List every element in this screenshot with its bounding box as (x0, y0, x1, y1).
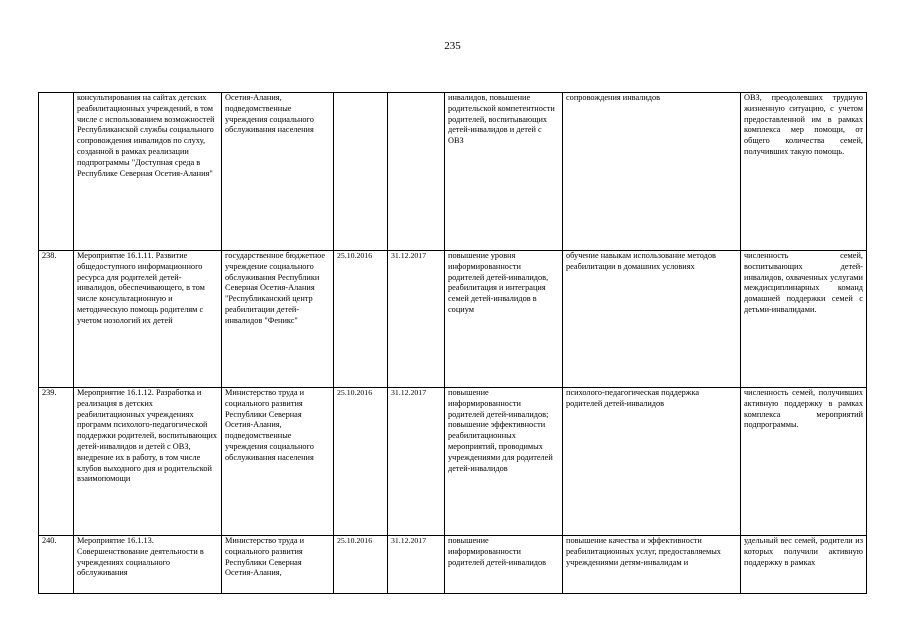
indicator: численность семей, воспитывающих детей-инвалидов, охваченных услугами междисциплинарных команд домашней поддержки семей с детьми-инвалидами. (741, 251, 867, 388)
expected-result: повышение информированности родителей детей-инвалидов; повышение эффективности реабилитационных мероприятий, проводимых учреждениями для родителей детей-инвалидов (445, 388, 563, 536)
executor: Министерство труда и социального развития Республики Северная Осетия-Алания, подведомственные учреждения социального обслуживания населения (222, 388, 334, 536)
expected-result: повышение информированности родителей детей-инвалидов (445, 536, 563, 594)
directions: психолого-педагогическая поддержка родителей детей-инвалидов (563, 388, 741, 536)
end-date: 31.12.2017 (388, 536, 445, 594)
executor: Министерство труда и социального развития Республики Северная Осетия-Алания, (222, 536, 334, 594)
table-row (39, 93, 867, 251)
end-date: 31.12.2017 (388, 388, 445, 536)
event-name: Мероприятие 16.1.11. Развитие общедоступного информационного ресурса для родителей детей-инвалидов, обеспечивающего, в том числе консультационную и методическую помощь родителям с учетом нозологий их детей (74, 251, 222, 388)
event-name: Мероприятие 16.1.13. Совершенствование деятельности в учреждениях социального обслуживания (74, 536, 222, 594)
start-date: 25.10.2016 (334, 251, 388, 388)
start-date: 25.10.2016 (334, 536, 388, 594)
table-row (39, 388, 867, 536)
table-row (39, 251, 867, 388)
row-number (39, 93, 74, 251)
executor: государственное бюджетное учреждение социального обслуживания Республики Северная Осетия-Алания "Республиканский центр реабилитации детей-инвалидов "Феникс" (222, 251, 334, 388)
directions: сопровождения инвалидов (563, 93, 741, 251)
executor: Осетия-Алания, подведомственные учреждения социального обслуживания населения (222, 93, 334, 251)
start-date (334, 93, 388, 251)
directions: обучение навыкам использование методов реабилитации в домашних условиях (563, 251, 741, 388)
end-date (388, 93, 445, 251)
row-number: 238. (39, 251, 74, 388)
row-number: 240. (39, 536, 74, 594)
directions: повышение качества и эффективности реабилитационных услуг, предоставляемых учреждениями детям-инвалидам и (563, 536, 741, 594)
indicator: численность семей, получивших активную поддержку в рамках комплекса мероприятий подпрограммы. (741, 388, 867, 536)
indicator: удельный вес семей, родители из которых получили активную поддержку в рамках (741, 536, 867, 594)
indicator: ОВЗ, преодолевших трудную жизненную ситуацию, с учетом предоставленной им в рамках комплекса мер помощи, от общего количества семей, получивших такую помощь. (741, 93, 867, 251)
measures-table (38, 92, 867, 594)
row-number: 239. (39, 388, 74, 536)
expected-result: инвалидов, повышение родительской компетентности родителей, воспитывающих детей-инвалидов и детей с ОВЗ (445, 93, 563, 251)
page-number: 235 (444, 40, 461, 52)
event-name: консультирования на сайтах детских реабилитационных учреждений, в том числе с использованием возможностей Республиканской службы социального сопровождения инвалидов по слуху, созданной в рамках реализации подпрограммы "Доступная среда в Республике Северная Осетия-Алания" (74, 93, 222, 251)
end-date: 31.12.2017 (388, 251, 445, 388)
event-name: Мероприятие 16.1.12. Разработка и реализация в детских реабилитационных учреждениях программ психолого-педагогической поддержки родителей, воспитывающих детей-инвалидов и детей с ОВЗ, внедрение их в работу, в том числе клубов выходного дня и родительской взаимопомощи (74, 388, 222, 536)
table-row (39, 536, 867, 594)
start-date: 25.10.2016 (334, 388, 388, 536)
expected-result: повышение уровня информированности родителей детей-инвалидов, реабилитация и интеграция семей детей-инвалидов в социум (445, 251, 563, 388)
